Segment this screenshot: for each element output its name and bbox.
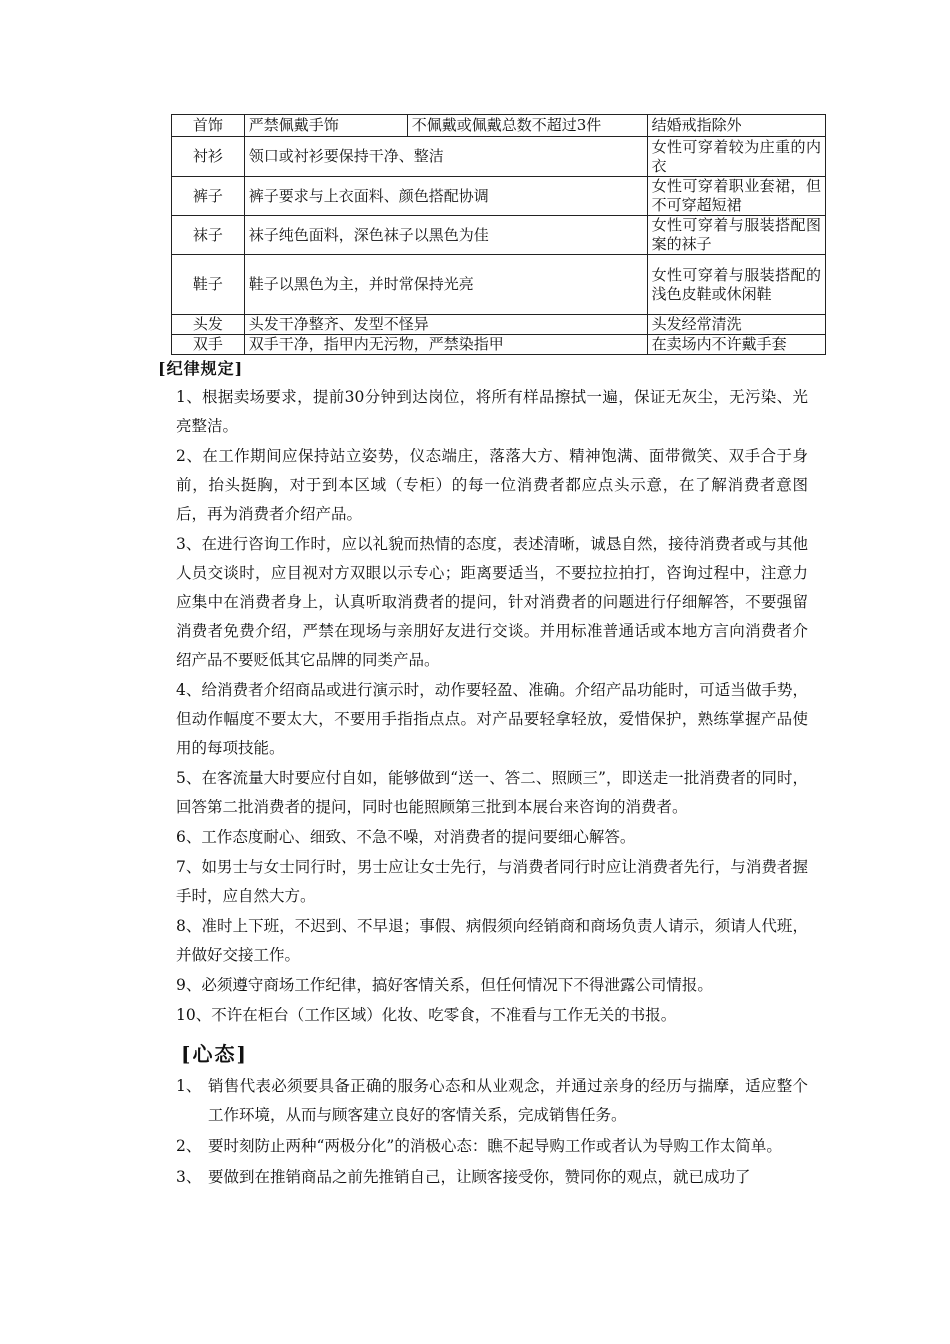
table-cell-note: 女性可穿着与服装搭配图案的袜子: [647, 216, 825, 255]
table-cell-requirement: 袜子纯色面料，深色袜子以黑色为佳: [244, 216, 647, 255]
table-cell-item: 双手: [172, 335, 245, 355]
table-cell-extra: 不佩戴或佩戴总数不超过3件: [407, 115, 647, 137]
dress-code-table: [171, 114, 826, 355]
rule-paragraph: 5、在客流量大时要应付自如，能够做到“送一、答二、照顾三”，即送走一批消费者的同时，回答第二批消费者的提问，同时也能照顾第三批到本展台来咨询的消费者。: [176, 769, 808, 816]
table-row: [172, 315, 826, 335]
table-cell-requirement: 裤子要求与上衣面料、颜色搭配协调: [244, 177, 647, 216]
table-cell-requirement: 头发干净整齐、发型不怪异: [244, 315, 647, 335]
table-cell-item: 袜子: [172, 216, 245, 255]
table-cell-item: 裤子: [172, 177, 245, 216]
table-cell-note: 在卖场内不许戴手套: [647, 335, 825, 355]
table-row: [172, 137, 826, 177]
list-number: 2、: [176, 1137, 202, 1155]
list-number: 3、: [176, 1168, 202, 1186]
rule-paragraph: 1、根据卖场要求，提前30分钟到达岗位，将所有样品擦拭一遍，保证无灰尘，无污染、光亮整洁。: [176, 388, 808, 435]
rule-paragraph: 7、如男士与女士同行时，男士应让女士先行，与消费者同行时应让消费者先行，与消费者握手时，应自然大方。: [176, 858, 808, 905]
list-text: 销售代表必须要具备正确的服务心态和从业观念，并通过亲身的经历与揣摩，适应整个工作环境，从而与顾客建立良好的客情关系，完成销售任务。: [208, 1077, 808, 1124]
mindset-list: [176, 1072, 808, 1194]
table-cell-requirement: 领口或衬衫要保持干净、整洁: [244, 137, 647, 177]
table-cell-note: 女性可穿着职业套裙，但不可穿超短裙: [647, 177, 825, 216]
table-cell-item: 首饰: [172, 115, 245, 137]
table-cell-requirement: 严禁佩戴手饰: [244, 115, 407, 137]
rule-paragraph: 10、不许在柜台（工作区域）化妆、吃零食，不准看与工作无关的书报。: [176, 1006, 677, 1024]
table-cell-item: 鞋子: [172, 255, 245, 315]
table-row: [172, 335, 826, 355]
table-row: [172, 255, 826, 315]
table-row: [172, 177, 826, 216]
rule-paragraph: 3、在进行咨询工作时，应以礼貌而热情的态度，表述清晰，诚恳自然，接待消费者或与其他人员交谈时，应目视对方双眼以示专心；距离要适当，不要拉拉拍打，咨询过程中，注意力应集中在消费者身上，认真听取消费者的提问，针对消费者的问题进行仔细解答，不要强留消费者免费介绍，严禁在现场与亲朋好友进行交谈。并用标准普通话或本地方言向消费者介绍产品不要贬低其它品牌的同类产品。: [176, 535, 808, 669]
rule-paragraph: 4、给消费者介绍商品或进行演示时，动作要轻盈、准确。介绍产品功能时，可适当做手势，但动作幅度不要太大，不要用手指指点点。对产品要轻拿轻放，爱惜保护，熟练掌握产品使用的每项技能。: [176, 681, 808, 757]
table-cell-item: 衬衫: [172, 137, 245, 177]
list-text: 要时刻防止两种“两极分化”的消极心态：瞧不起导购工作或者认为导购工作太简单。: [208, 1137, 782, 1155]
table-cell-item: 头发: [172, 315, 245, 335]
table-row: [172, 216, 826, 255]
list-number: 1、: [176, 1077, 202, 1095]
table-cell-note: 结婚戒指除外: [647, 115, 825, 137]
list-item: [176, 1132, 808, 1161]
rule-paragraph: 9、必须遵守商场工作纪律，搞好客情关系，但任何情况下不得泄露公司情报。: [176, 976, 713, 994]
list-item: [176, 1072, 808, 1130]
mindset-heading: [心态]: [181, 1042, 248, 1066]
table-cell-note: 头发经常清洗: [647, 315, 825, 335]
rule-paragraph: 2、在工作期间应保持站立姿势，仪态端庄，落落大方、精神饱满、面带微笑、双手合于身前，抬头挺胸，对于到本区域（专柜）的每一位消费者都应点头示意，在了解消费者意图后，再为消费者介绍产品。: [176, 447, 808, 523]
rule-paragraph: 8、准时上下班，不迟到、不早退；事假、病假须向经销商和商场负责人请示，须请人代班，并做好交接工作。: [176, 917, 808, 964]
list-item: [176, 1163, 808, 1192]
list-text: 要做到在推销商品之前先推销自己，让顾客接受你，赞同你的观点，就已成功了: [208, 1168, 751, 1186]
table-row: [172, 115, 826, 137]
rule-paragraph: 6、工作态度耐心、细致、不急不噪，对消费者的提问要细心解答。: [176, 828, 636, 846]
table-cell-requirement: 双手干净，指甲内无污物，严禁染指甲: [244, 335, 647, 355]
discipline-heading: [纪律规定]: [158, 359, 244, 378]
table-cell-requirement: 鞋子以黑色为主，并时常保持光亮: [244, 255, 647, 315]
discipline-rules: [176, 383, 808, 1031]
table-cell-note: 女性可穿着较为庄重的内衣: [647, 137, 825, 177]
table-cell-note: 女性可穿着与服装搭配的浅色皮鞋或休闲鞋: [647, 255, 825, 315]
